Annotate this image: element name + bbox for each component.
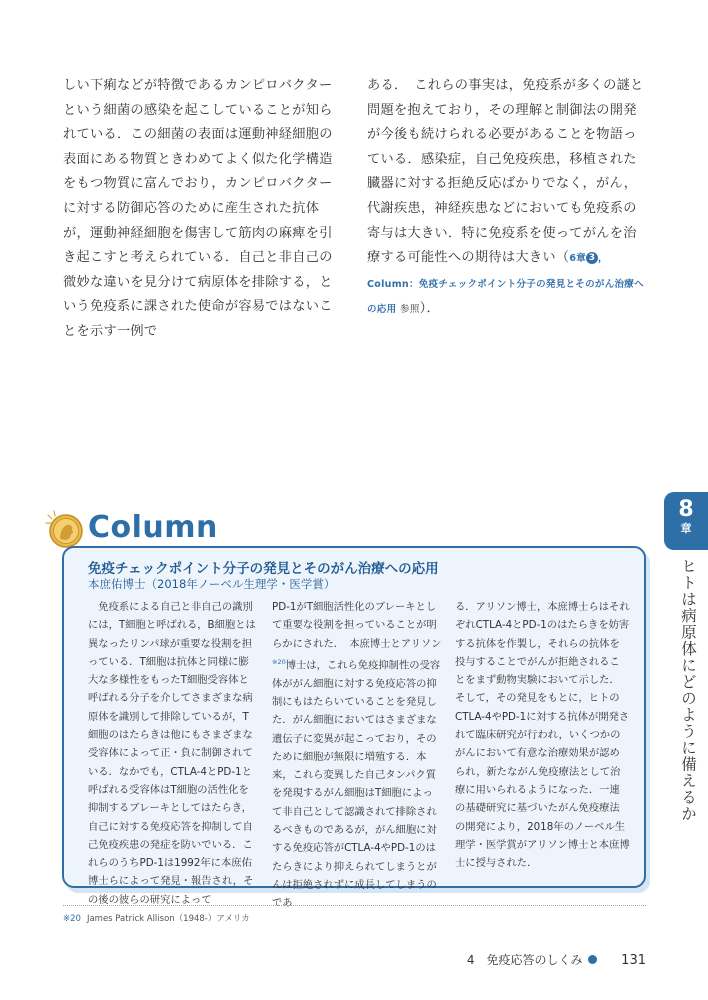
column-title: 免疫チェックポイント分子の発見とそのがん治療への応用 <box>88 561 439 577</box>
chapter-suffix: 章 <box>680 522 692 535</box>
column-heading: Column <box>88 510 218 545</box>
chapter-title: ヒトは病原体にどのように備えるか <box>679 558 697 822</box>
column-text-3 <box>455 598 630 872</box>
main-paragraph-right <box>367 74 650 323</box>
footnote-divider <box>63 905 646 906</box>
column-paragraph-1: 免疫系による自己と非自己の識別には，T細胞と呼ばれる，B細胞とは異なったリンパ球が重要な役割を担っている．T細胞は抗体と同様に膨大な多様性をもったT細胞受容体と呼ばれる分子を介してさまざまな病原体を識別して排除しているが，T細胞のはたらきは他にもさまざまな受容体によって正・負に制御されている．なかでも，CTLA-4とPD-1と呼ばれる受容体はT細胞の活性化を抑制するブレーキとしてはたらき，自己に対する免疫応答を抑制して自己免疫疾患の発症を防いでいる．これらのうちPD-1は1992年に本庶佑博士らによって発見・報告され，その後の彼らの研究によって <box>88 601 256 906</box>
main-text-right <box>367 74 650 323</box>
column-subtitle: 本庶佑博士（2018年ノーベル生理学・医学賞） <box>88 577 336 591</box>
footnote <box>63 912 250 924</box>
ref-number-badge: 3 <box>586 252 598 264</box>
chapter-number: 8 <box>678 497 694 522</box>
ref-chapter: 6章 <box>569 253 587 265</box>
ref-label: ，Column：免疫チェックポイント分子の発見とそのがん治療への応用 <box>367 253 644 316</box>
ref-close: ）． <box>419 301 440 317</box>
column-paragraph-3: る．アリソン博士，本庶博士らはそれぞれCTLA-4とPD-1のはたらきを妨害する抗体を作製し，それらの抗体を投与することでがんが拒絶されることをまず動物実験において示した．そして，その発見をもとに，ヒトのCTLA-4やPD-1に対する抗体が開発されて臨床研究が行われ，いくつかのがんにおいて有意な治療効果が認められ，新たながん免疫療法として治療に用いられるようになった．一連の基礎研究に基づいたがん免疫療法の開発により，2018年のノーベル生理学・医学賞がアリソン博士と本庶博士に授与された． <box>455 601 630 870</box>
column-paragraph-2b: 博士は，これら免疫抑制性の受容体ががん細胞に対する免疫応答の抑制にもはたらいていることを発見した．がん細胞においてはさまざまな遺伝子に変異が起こっており，そのために細胞が無限に増殖する．本来，これら変異した自己タンパク質を発現するがん細胞はT細胞によって非自己として認識されて排除されるべきものであるが，がん細胞に対する免疫応答がCTLA-4やPD-1のはたらきにより抑えられてしまうとがんは拒絶されずに成長してしまうのであ <box>272 659 441 910</box>
main-text-left <box>63 74 345 345</box>
ref-tail: 参照 <box>400 304 420 316</box>
column-text-2 <box>272 598 442 912</box>
footer-section: 4 免疫応答のしくみ <box>466 953 583 967</box>
nobel-medal-icon <box>44 509 84 549</box>
footnote-number: ※20 <box>63 914 81 924</box>
column-text-1 <box>88 598 258 909</box>
main-paragraph-right-body: ある． これらの事実は，免疫系が多くの謎と問題を抱えており，その理解と制御法の開発が今後も続けられる必要があることを物語っている．感染症，自己免疫疾患，移植された臓器に対する拒絶反応ばかりでなく，がん，代謝疾患，神経疾患などにおいても免疫系の寄与は大きい．特に免疫系を使ってがんを治療する可能性への期待は大きい（ <box>367 78 644 266</box>
footer-dot-icon <box>588 955 597 964</box>
page-footer <box>467 951 646 968</box>
footnote-marker[interactable]: ※20 <box>272 657 286 666</box>
footnote-text: James Patrick Allison（1948-）アメリカ <box>86 914 250 924</box>
column-paragraph-2 <box>272 598 442 912</box>
chapter-tab <box>664 492 708 550</box>
page-number: 131 <box>621 953 646 968</box>
column-paragraph-2a: PD-1がT細胞活性化のブレーキとして重要な役割を担っていることが明らかにされた． 本庶博士とアリソン <box>272 601 442 650</box>
main-paragraph-left: しい下痢などが特徴であるカンピロバクターという細菌の感染を起こしていることが知られている．この細菌の表面は運動神経細胞の表面にある物質ときわめてよく似た化学構造をもつ物質に富んでおり，カンピロバクターに対する防御応答のために産生された抗体が，運動神経細胞を傷害して筋肉の麻痺を引き起こすと考えられている．自己と非自己の微妙な違いを見分けて病原体を排除する，という免疫系に課された使命が容易ではないことを示す一例で <box>63 78 333 339</box>
